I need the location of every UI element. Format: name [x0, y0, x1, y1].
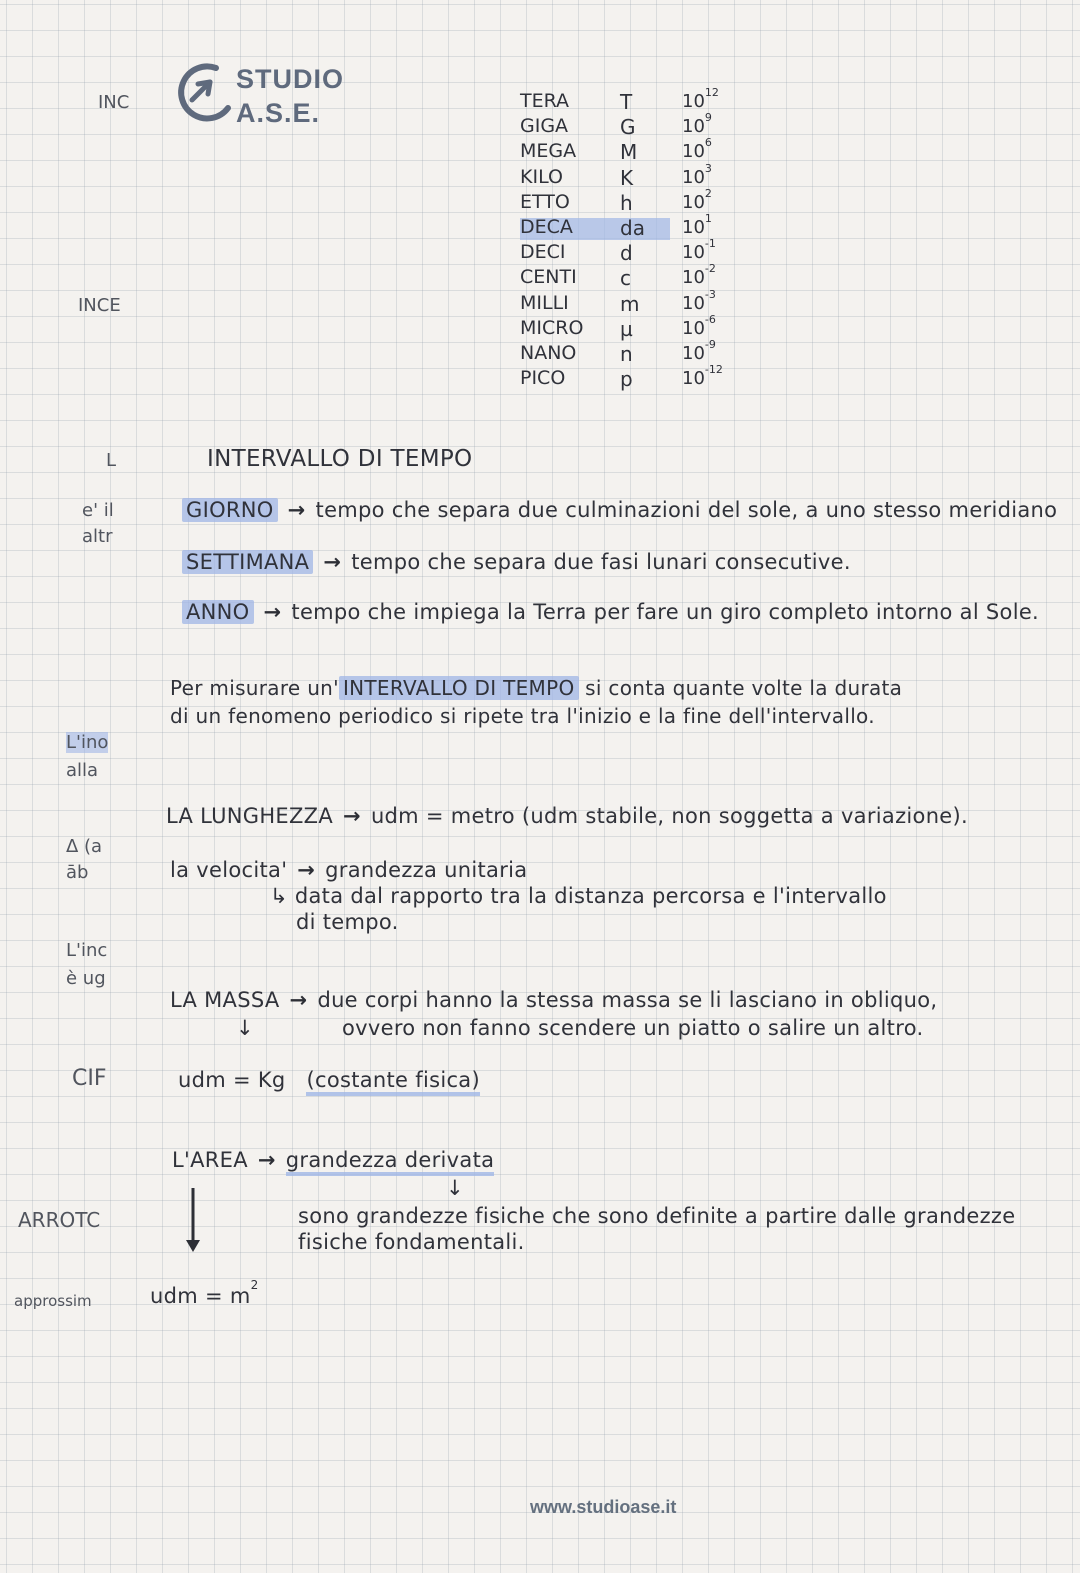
prefix-symbol: m — [620, 291, 640, 316]
studio-ase-logo-icon — [176, 58, 242, 124]
prefix-power-exponent: -9 — [704, 337, 716, 351]
speed-explanation — [270, 884, 887, 908]
prefix-power-exponent: -6 — [704, 312, 716, 326]
prefix-name: DECI — [520, 241, 566, 264]
prefix-power — [682, 262, 716, 289]
speed-title: la velocita' — [170, 858, 288, 882]
prefix-power-exponent: -1 — [704, 237, 716, 251]
arrow-icon: → — [263, 600, 282, 624]
prefix-power-base: 10 — [682, 267, 705, 289]
margin-fragment: ARROTC — [18, 1208, 101, 1232]
prefix-symbol: p — [620, 367, 633, 392]
prefix-symbol: c — [620, 266, 631, 291]
prefix-symbol: n — [620, 341, 633, 366]
term-week: SETTIMANA — [182, 550, 313, 574]
length-note: (udm stabile, non soggetta a variazione). — [521, 804, 968, 828]
measure-text: si conta quante volte la durata — [585, 676, 903, 700]
prefix-power-exponent: 12 — [704, 86, 719, 99]
prefix-power — [682, 312, 716, 339]
prefix-name: CENTI — [520, 266, 577, 289]
prefix-symbol: K — [620, 165, 634, 190]
prefix-name: GIGA — [520, 115, 569, 138]
margin-fragment: INC — [98, 92, 130, 113]
prefix-name: MILLI — [520, 291, 569, 314]
prefix-power — [682, 111, 712, 138]
long-down-arrow-icon — [182, 1186, 204, 1256]
prefix-power — [682, 186, 712, 213]
margin-fragment: alla — [66, 760, 99, 781]
mass-note: (costante fisica) — [306, 1068, 479, 1096]
area-down-arrow-icon: ↓ — [446, 1176, 464, 1200]
mass-line1: due corpi hanno la stessa massa se li lasciano in obliquo, — [317, 988, 938, 1012]
prefix-name: DECA — [520, 215, 573, 238]
margin-fragment: āb — [66, 862, 89, 883]
arrow-icon: → — [297, 858, 316, 882]
definition-week — [182, 550, 851, 574]
margin-fragment: CIF — [72, 1066, 107, 1091]
term-day: GIORNO — [182, 498, 278, 522]
prefix-power-base: 10 — [682, 116, 705, 138]
definition-year — [182, 600, 1039, 624]
prefix-power — [682, 86, 719, 112]
measure-highlight: INTERVALLO DI TEMPO — [339, 676, 579, 700]
prefix-power-exponent: 1 — [704, 211, 712, 225]
prefix-symbol: da — [620, 215, 645, 240]
def-year: tempo che impiega la Terra per fare un giro completo intorno al Sole. — [291, 600, 1040, 624]
prefix-power — [682, 337, 716, 364]
prefix-symbol: µ — [620, 316, 633, 341]
area-line1: sono grandezze fisiche che sono definite a partire dalle grandezze — [298, 1204, 1016, 1228]
prefix-power — [682, 363, 723, 390]
measure-sentence — [170, 676, 902, 700]
term-year: ANNO — [182, 600, 254, 624]
measure-sentence-line2: di un fenomeno periodico si ripete tra l'inizio e la fine dell'intervallo. — [170, 704, 875, 728]
length-title: LA LUNGHEZZA — [166, 804, 334, 828]
mass-title: LA MASSA — [170, 988, 280, 1012]
prefix-power — [682, 211, 712, 238]
prefix-power-base: 10 — [682, 91, 705, 112]
margin-fragment: altr — [82, 526, 113, 547]
margin-fragment: L'inc — [66, 940, 108, 961]
prefix-power-base: 10 — [682, 292, 705, 314]
prefix-power-exponent: 9 — [704, 111, 712, 125]
speed-line — [170, 858, 527, 882]
prefix-power — [682, 287, 716, 314]
mass-udm: udm = Kg — [178, 1068, 286, 1092]
mass-line — [170, 988, 937, 1012]
prefix-power-base: 10 — [682, 317, 705, 339]
prefix-power — [682, 161, 712, 188]
area-def: grandezza derivata — [286, 1148, 495, 1176]
margin-fragment: L — [106, 450, 117, 471]
prefix-power — [682, 136, 712, 163]
prefix-power-base: 10 — [682, 368, 705, 390]
area-title: L'AREA — [172, 1148, 248, 1172]
prefix-power-base: 10 — [682, 342, 705, 364]
prefix-power-base: 10 — [682, 242, 705, 264]
prefix-power-exponent: -3 — [704, 287, 716, 301]
margin-fragment: L'ino — [66, 732, 109, 753]
prefix-name: PICO — [520, 367, 566, 390]
speed-line2: di tempo. — [296, 910, 399, 934]
area-line — [172, 1148, 494, 1172]
arrow-icon: → — [323, 550, 342, 574]
prefix-power-base: 10 — [682, 216, 705, 238]
def-day: tempo che separa due culminazioni del sole, a uno stesso meridiano — [315, 498, 1058, 522]
margin-fragment: è ug — [66, 968, 106, 989]
arrow-icon: → — [343, 804, 361, 828]
definition-day — [182, 498, 1057, 522]
def-week: tempo che separa due fasi lunari consecutive. — [351, 550, 851, 574]
prefix-name: MICRO — [520, 316, 584, 339]
prefix-power-exponent: 3 — [704, 161, 712, 175]
prefix-power-exponent: -2 — [704, 262, 716, 276]
margin-fragment: approssim — [14, 1292, 92, 1310]
prefix-power-exponent: 6 — [704, 136, 712, 150]
prefix-power-base: 10 — [682, 166, 705, 188]
footer-url: www.studioase.it — [530, 1497, 677, 1517]
area-udm-text: udm = m — [150, 1284, 251, 1308]
section-title-interval: INTERVALLO DI TEMPO — [207, 446, 473, 472]
margin-fragment: INCE — [78, 295, 121, 316]
corner-arrow-icon: ↳ — [270, 884, 295, 908]
prefix-name: MEGA — [520, 140, 577, 163]
area-udm — [150, 1278, 259, 1308]
prefix-symbol: h — [620, 190, 633, 215]
area-line2: fisiche fondamentali. — [298, 1230, 525, 1254]
margin-fragment: e' il — [82, 500, 114, 521]
prefix-power — [682, 237, 716, 264]
prefix-power-exponent: -12 — [704, 363, 723, 377]
prefix-symbol: T — [620, 90, 633, 114]
measure-text: Per misurare un' — [170, 676, 339, 700]
prefix-name: KILO — [520, 165, 563, 188]
prefix-power-base: 10 — [682, 191, 705, 213]
mass-line2: ovvero non fanno scendere un piatto o salire un altro. — [342, 1016, 924, 1040]
prefix-name: NANO — [520, 341, 577, 364]
mass-down-arrow-icon: ↓ — [236, 1016, 254, 1040]
length-def: udm = metro — [370, 804, 515, 828]
arrow-icon: → — [257, 1148, 276, 1172]
arrow-icon: → — [289, 988, 308, 1012]
prefix-power-exponent: 2 — [704, 186, 712, 200]
prefix-symbol: M — [620, 140, 638, 165]
logo-text-studio: STUDIO — [236, 64, 345, 94]
prefix-name: ETTO — [520, 190, 570, 213]
prefix-name: TERA — [520, 90, 570, 112]
margin-fragment: Δ (a — [66, 836, 103, 857]
prefix-symbol: G — [620, 115, 636, 140]
speed-line1: data dal rapporto tra la distanza percorsa e l'intervallo — [294, 884, 887, 908]
prefix-power-base: 10 — [682, 141, 705, 163]
arrow-icon: → — [287, 498, 306, 522]
logo-text-ase: A.S.E. — [236, 98, 321, 128]
area-udm-exponent: 2 — [250, 1278, 259, 1292]
speed-def: grandezza unitaria — [325, 858, 528, 882]
mass-udm-line — [178, 1068, 480, 1092]
prefix-symbol: d — [620, 241, 633, 266]
length-line — [166, 804, 968, 828]
